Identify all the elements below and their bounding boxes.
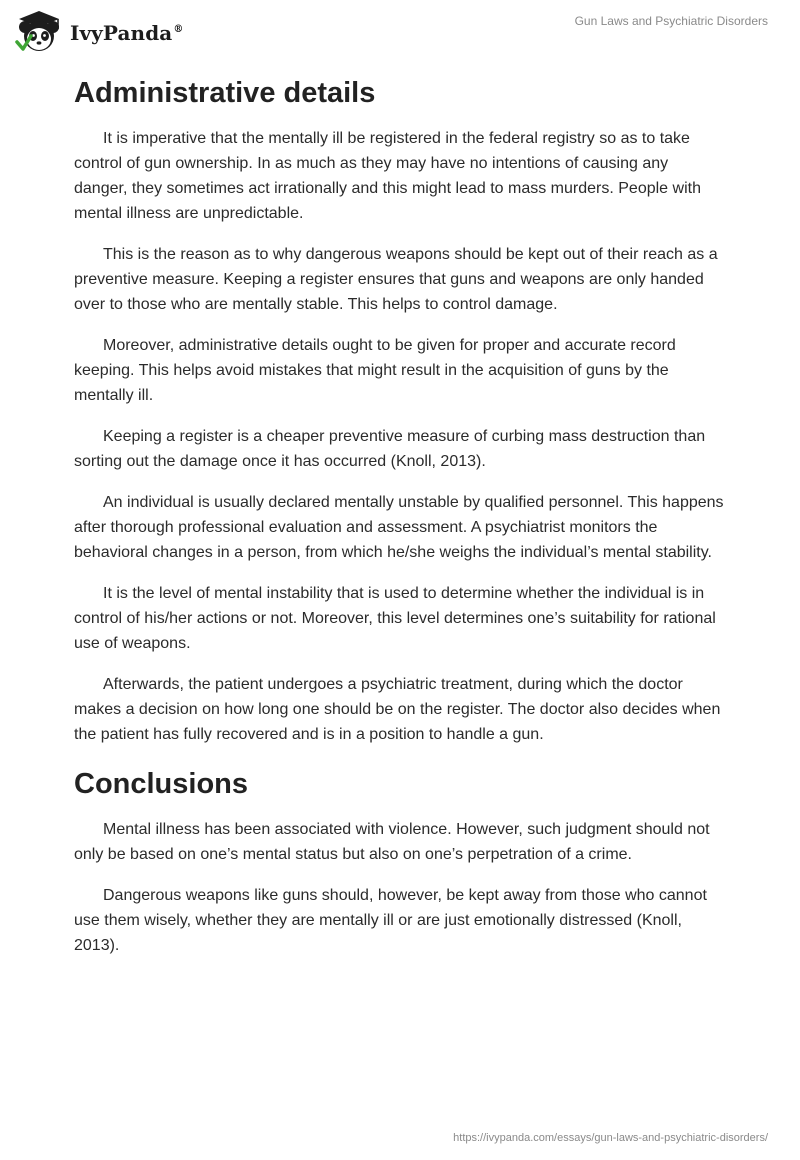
paragraph: Afterwards, the patient undergoes a psychiatric treatment, during which the doctor makes a decision on how long one should be on the register. The doctor also decides when the patient has fully recovered and is in a position to handle a gun.: [74, 676, 721, 743]
paragraph: Moreover, administrative details ought to be given for proper and accurate record keeping. This helps avoid mistakes that might result in the acquisition of guns by the mentally ill.: [74, 337, 676, 404]
ivypanda-logo[interactable]: [14, 10, 183, 54]
paragraph: Dangerous weapons like guns should, however, be kept away from those who cannot use them wisely, whether they are mentally ill or are just emotionally distressed (Knoll, 2013).: [74, 887, 707, 954]
page-header: [0, 0, 800, 64]
section-heading-conclusions: Conclusions: [74, 768, 249, 800]
paragraph: It is imperative that the mentally ill be registered in the federal registry so as to take control of gun ownership. In as much as they may have no intentions of causing any danger, they sometimes act irrationally and this might lead to mass murders. People with mental illness are unpredictable.: [74, 130, 701, 222]
panda-logo-icon: [14, 10, 64, 54]
running-title: Gun Laws and Psychiatric Disorders: [574, 14, 768, 28]
section-heading-administrative-details: Administrative details: [74, 77, 376, 109]
essay-body: [74, 70, 724, 974]
paragraph: It is the level of mental instability that is used to determine whether the individual is in control of his/her actions or not. Moreover, this level determines one’s suitability for rational use of weapons.: [74, 585, 716, 652]
logo-wordmark: IvyPanda®: [70, 21, 184, 45]
paragraph: This is the reason as to why dangerous weapons should be kept out of their reach as a preventive measure. Keeping a register ensures that guns and weapons are only handed over to those who are mentally stable. This helps to control damage.: [74, 246, 718, 313]
source-url[interactable]: https://ivypanda.com/essays/gun-laws-and-psychiatric-disorders/: [453, 1132, 768, 1144]
paragraph: Mental illness has been associated with violence. However, such judgment should not only be based on one’s mental status but also on one’s perpetration of a crime.: [74, 821, 710, 863]
paragraph: Keeping a register is a cheaper preventive measure of curbing mass destruction than sorting out the damage once it has occurred (Knoll, 2013).: [74, 428, 706, 470]
paragraph: An individual is usually declared mentally unstable by qualified personnel. This happens after thorough professional evaluation and assessment. A psychiatrist monitors the behavioral changes in a person, from which he/she weighs the individual’s mental stability.: [74, 494, 724, 561]
